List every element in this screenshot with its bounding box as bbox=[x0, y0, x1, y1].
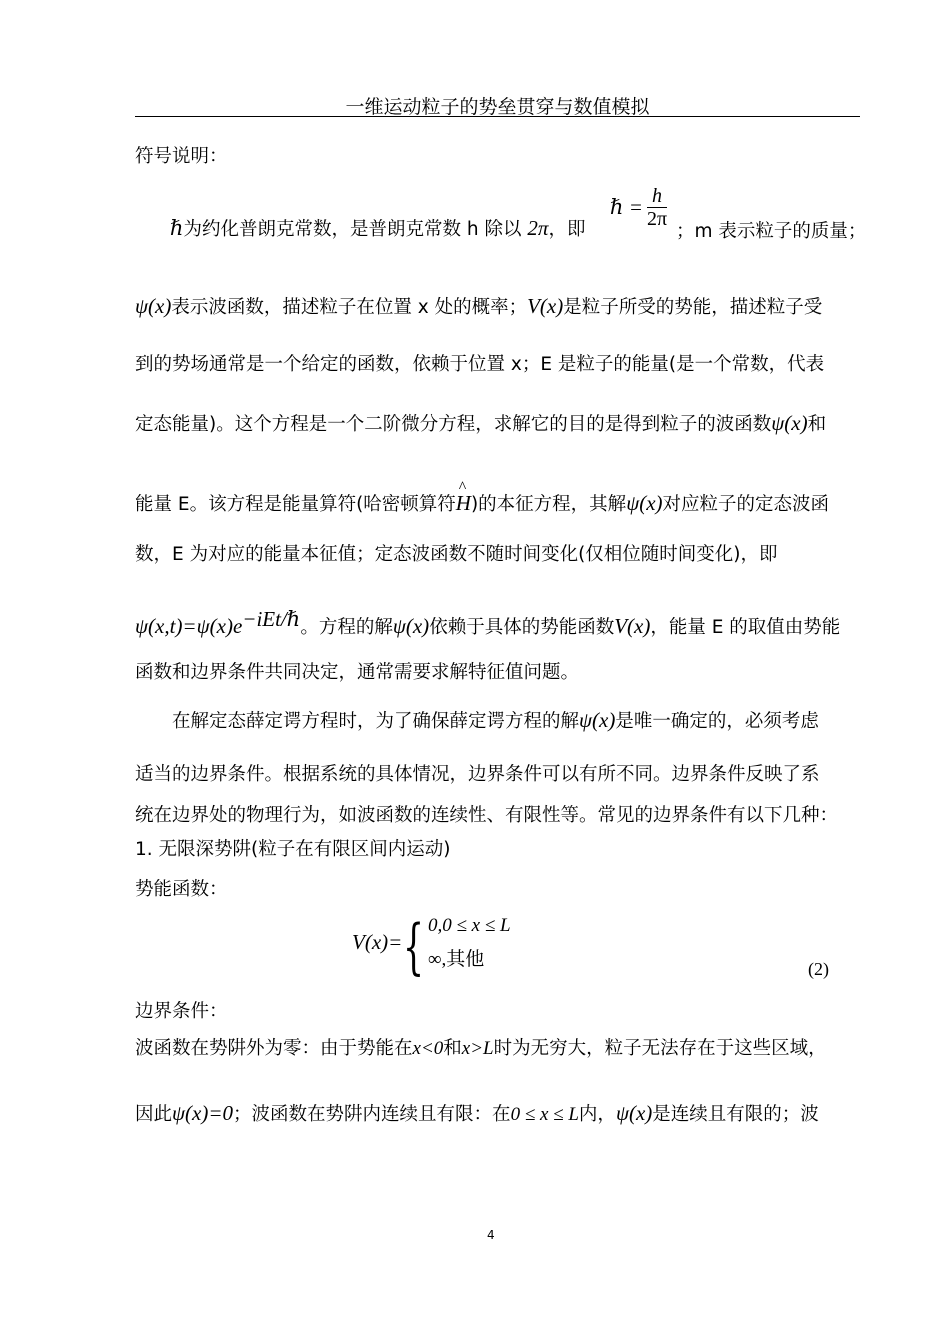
line-9: 在解定态薛定谔方程时，为了确保薛定谔方程的解ψ(x)是唯一确定的，必须考虑 bbox=[172, 708, 819, 732]
line-2: ψ(x)表示波函数，描述粒子在位置 x 处的概率；V(x)是粒子所受的势能，描述粒子受 bbox=[135, 294, 823, 318]
fraction: $\frac{h}{2\pi}$ bbox=[646, 185, 668, 230]
line-1: ℏ为约化普朗克常数，是普朗克常数 h 除以 2π，即 bbox=[170, 216, 586, 240]
header-rule bbox=[135, 116, 860, 117]
equation-lhs: V(x)= bbox=[352, 930, 403, 954]
page-number: 4 bbox=[487, 1228, 495, 1242]
running-header: 一维运动粒子的势垒贯穿与数值模拟 bbox=[345, 96, 650, 118]
line-14: 边界条件： bbox=[135, 1001, 228, 1022]
line-13: 势能函数： bbox=[135, 879, 228, 900]
line-11: 统在边界处的物理行为，如波函数的连续性、有限性等。常见的边界条件有以下几种： bbox=[135, 805, 839, 826]
case-2: ∞,其他 bbox=[428, 949, 485, 970]
hbar-symbol: ℏ bbox=[170, 216, 184, 240]
equation-number: (2) bbox=[808, 959, 829, 979]
line-16: 因此ψ(x)=0；波函数在势阱内连续且有限：在0 ≤ x ≤ L内，ψ(x)是连续且有限的；波 bbox=[135, 1101, 819, 1125]
section-heading: 符号说明： bbox=[135, 146, 228, 167]
line-3: 到的势场通常是一个给定的函数，依赖于位置 x；E 是粒子的能量(是一个常数，代表 bbox=[135, 354, 825, 375]
line-7: $\psi(x,t)=\psi(x)e^{-iEt/\hbar}$。方程的解ψ(x)依赖于具体的势能函数V(x)，能量 E 的取值由势能 bbox=[135, 607, 841, 639]
line-8: 函数和边界条件共同决定，通常需要求解特征值问题。 bbox=[135, 662, 580, 683]
line-12: 1. 无限深势阱(粒子在有限区间内运动) bbox=[135, 839, 451, 860]
line-4: 定态能量)。这个方程是一个二阶微分方程，求解它的目的是得到粒子的波函数ψ(x)和 bbox=[135, 411, 827, 435]
line-6: 数，E 为对应的能量本征值；定态波函数不随时间变化(仅相位随时间变化)，即 bbox=[135, 544, 778, 565]
left-brace: { bbox=[403, 912, 425, 982]
line-5: 能量 E。该方程是能量算符(哈密顿算符^ H)的本征方程，其解ψ(x)对应粒子的定态波函 bbox=[135, 490, 829, 516]
line-1-tail: ；m 表示粒子的质量； bbox=[676, 221, 867, 242]
case-1: 0,0 ≤ x ≤ L bbox=[428, 915, 511, 936]
line-15: 波函数在势阱外为零：由于势能在x<0和x>L时为无穷大，粒子无法存在于这些区域， bbox=[135, 1038, 827, 1059]
line-10: 适当的边界条件。根据系统的具体情况，边界条件可以有所不同。边界条件反映了系 bbox=[135, 764, 820, 785]
hbar-definition: ℏ = $\frac{h}{2\pi}$ bbox=[610, 185, 668, 230]
